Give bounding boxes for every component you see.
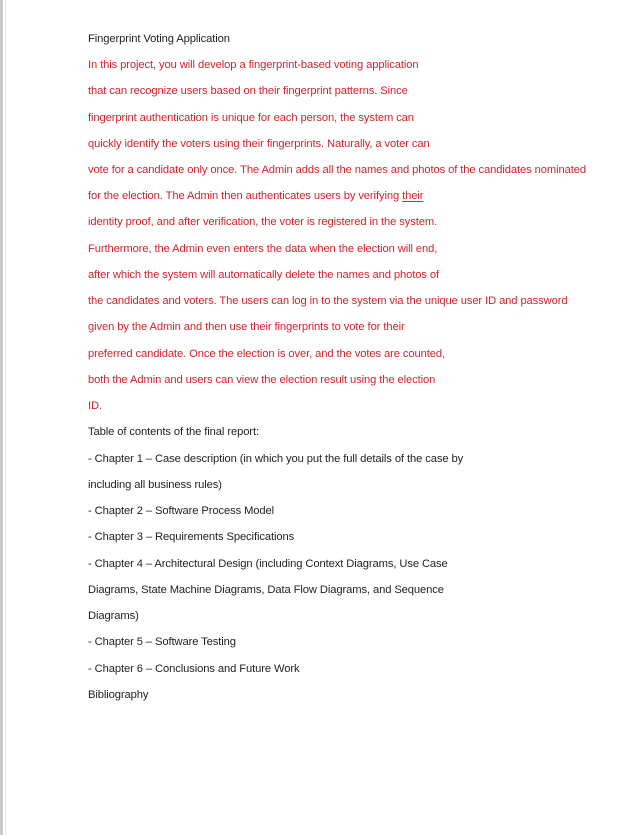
- description-line: [88, 189, 423, 203]
- description-line: In this project, you will develop a fingerprint-based voting application: [88, 59, 419, 71]
- toc-line: Diagrams, State Machine Diagrams, Data Flow Diagrams, and Sequence: [88, 584, 444, 596]
- toc-line: Diagrams): [88, 610, 139, 622]
- toc-line: - Chapter 1 – Case description (in which you put the full details of the case by: [88, 453, 464, 465]
- description-line: preferred candidate. Once the election is over, and the votes are counted,: [88, 348, 446, 360]
- description-line: ID.: [88, 400, 102, 412]
- document-title: Fingerprint Voting Application: [88, 33, 230, 45]
- description-line: that can recognize users based on their fingerprint patterns. Since: [88, 85, 408, 97]
- toc-line: - Chapter 3 – Requirements Specifications: [88, 531, 295, 543]
- description-line: the candidates and voters. The users can log in to the system via the unique user ID and password: [88, 295, 568, 307]
- description-line: quickly identify the voters using their fingerprints. Naturally, a voter can: [88, 138, 430, 150]
- toc-heading: Table of contents of the final report:: [88, 426, 259, 438]
- underlined-word: their: [402, 190, 424, 202]
- toc-line: - Chapter 5 – Software Testing: [88, 636, 236, 648]
- toc-line: including all business rules): [88, 479, 222, 491]
- description-line: identity proof, and after verification, the voter is registered in the system.: [88, 216, 438, 228]
- description-line: after which the system will automatically delete the names and photos of: [88, 269, 439, 281]
- description-line-text: for the election. The Admin then authenticates users by verifying: [88, 190, 403, 202]
- description-line: both the Admin and users can view the election result using the election: [88, 374, 436, 386]
- bibliography-heading: Bibliography: [88, 689, 149, 701]
- description-line: Furthermore, the Admin even enters the data when the election will end,: [88, 243, 438, 255]
- description-line: given by the Admin and then use their fingerprints to vote for their: [88, 321, 405, 333]
- description-line: vote for a candidate only once. The Admin adds all the names and photos of the candidates nominated: [88, 164, 587, 176]
- toc-line: - Chapter 6 – Conclusions and Future Work: [88, 663, 300, 675]
- toc-line: - Chapter 2 – Software Process Model: [88, 505, 275, 517]
- toc-line: - Chapter 4 – Architectural Design (including Context Diagrams, Use Case: [88, 558, 448, 570]
- description-line: fingerprint authentication is unique for each person, the system can: [88, 112, 414, 124]
